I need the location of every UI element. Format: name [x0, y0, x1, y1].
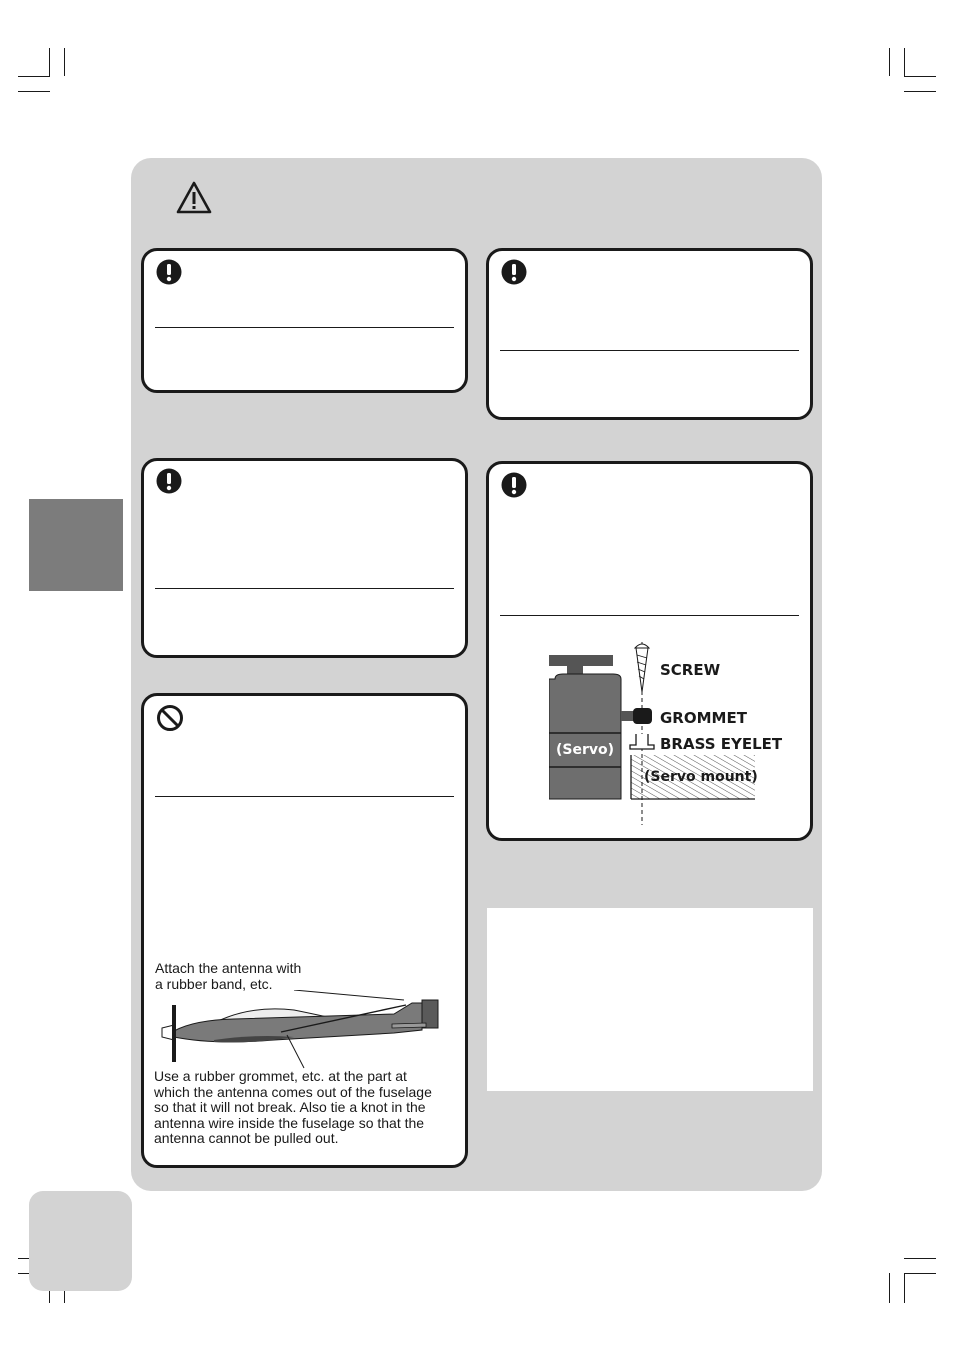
servo-mount-diagram — [549, 637, 799, 827]
divider — [155, 327, 454, 328]
crop-mark — [904, 1273, 905, 1303]
antenna-caption-top: Attach the antenna with a rubber band, etc. — [155, 960, 302, 992]
crop-mark — [904, 1258, 936, 1259]
page-number-tab — [29, 1191, 132, 1291]
servo-mount-label: (Servo mount) — [644, 769, 758, 785]
divider — [155, 588, 454, 589]
screw-label: SCREW — [660, 661, 721, 679]
exclamation-circle-icon — [501, 472, 527, 498]
warning-triangle-icon — [176, 181, 212, 214]
prohibited-circle-icon — [156, 704, 184, 732]
crop-mark — [64, 48, 65, 76]
caution-box-4 — [486, 461, 813, 841]
divider — [500, 615, 799, 616]
brass-eyelet-label: BRASS EYELET — [660, 735, 783, 753]
crop-mark — [18, 76, 50, 77]
grommet-label: GROMMET — [660, 709, 747, 727]
crop-mark — [889, 48, 890, 76]
crop-mark — [18, 91, 50, 92]
crop-mark — [904, 1273, 936, 1274]
section-tab — [29, 499, 123, 591]
antenna-caption-bottom: Use a rubber grommet, etc. at the part at which the antenna comes out of the fuselage so that it will not break. Also tie a knot in the antenna wire inside the fuselage so that the antenna cannot be pulled out. — [154, 1068, 432, 1146]
caution-box-3 — [486, 248, 813, 420]
crop-mark — [889, 1273, 890, 1303]
divider — [500, 350, 799, 351]
crop-mark — [904, 91, 936, 92]
exclamation-circle-icon — [156, 468, 182, 494]
airplane-illustration — [154, 990, 454, 1070]
caution-box-1 — [141, 248, 468, 393]
caution-box-2 — [141, 458, 468, 658]
exclamation-circle-icon — [156, 259, 182, 285]
crop-mark — [904, 48, 905, 76]
servo-label: (Servo) — [555, 742, 615, 758]
note-box — [487, 908, 813, 1091]
crop-mark — [49, 48, 50, 76]
exclamation-circle-icon — [501, 259, 527, 285]
crop-mark — [904, 76, 936, 77]
divider — [155, 796, 454, 797]
